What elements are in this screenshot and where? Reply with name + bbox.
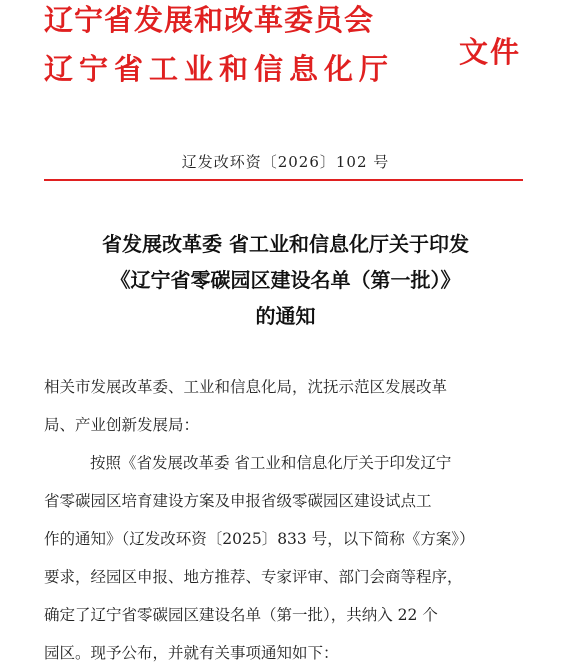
issuer-header bbox=[0, 0, 571, 110]
salutation-line: 局、产业创新发展局： bbox=[44, 416, 200, 434]
document-number: 辽发改环资〔2026〕102 号 bbox=[181, 153, 390, 171]
title-line: 的通知 bbox=[255, 304, 316, 328]
paragraph-line: 按照《省发展改革委 省工业和信息化厅关于印发辽宁 bbox=[90, 454, 452, 472]
paragraph-line: 作的通知》（辽发改环资〔2025〕833 号，以下简称《方案》） bbox=[44, 530, 475, 548]
paragraph-line: 园区。现予公布，并就有关事项通知如下： bbox=[44, 644, 339, 662]
document-body bbox=[44, 368, 530, 672]
paragraph-line: 省零碳园区培育建设方案及申报省级零碳园区建设试点工 bbox=[44, 492, 432, 510]
title-line: 省发展改革委 省工业和信息化厅关于印发 bbox=[102, 232, 469, 256]
document-title bbox=[0, 226, 571, 334]
issuer-line-industry-information-department: 辽宁省工业和信息化厅 bbox=[44, 52, 395, 86]
paragraph-line: 确定了辽宁省零碳园区建设名单（第一批），共纳入 22 个 bbox=[44, 606, 438, 624]
red-divider-line bbox=[44, 179, 523, 181]
issuer-line-development-reform-commission: 辽宁省发展和改革委员会 bbox=[44, 3, 375, 37]
paragraph-line: 要求，经园区申报、地方推荐、专家评审、部门会商等程序， bbox=[44, 568, 463, 586]
issuer-suffix-document: 文件 bbox=[459, 35, 522, 69]
salutation-line: 相关市发展改革委、工业和信息化局，沈抚示范区发展改革 bbox=[44, 378, 448, 396]
title-line: 《辽宁省零碳园区建设名单（第一批）》 bbox=[110, 268, 461, 292]
